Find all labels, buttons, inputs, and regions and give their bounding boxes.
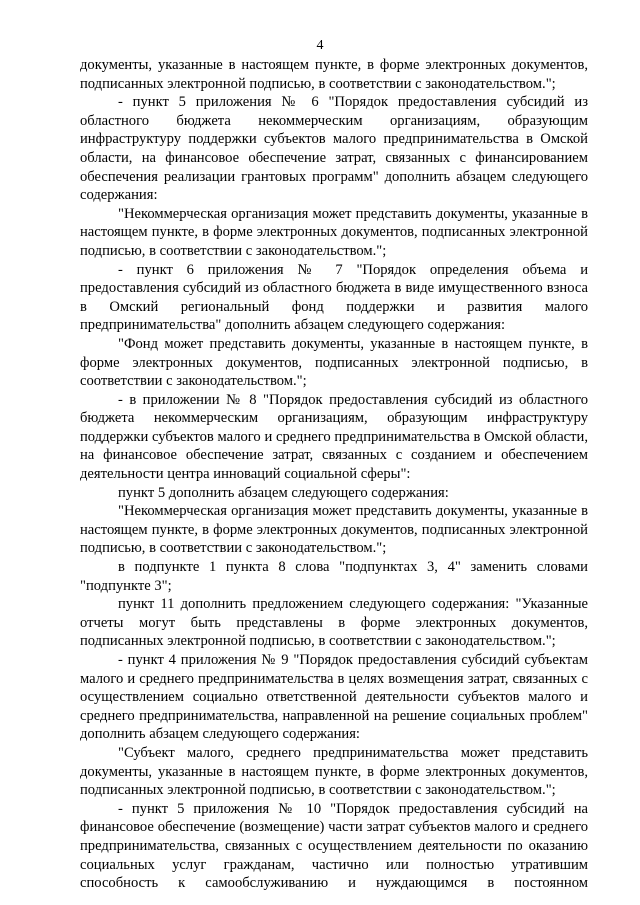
paragraph-amendment-appendix-7: - пункт 6 приложения № 7 "Порядок определения объема и предоставления субсидий из областного бюджета в виде имущественного взноса в Омский региональный фонд поддержки и развития малого предпринимательства" дополнить абзацем следующего содержания: xyxy=(80,261,588,334)
paragraph-continuation-line-1: документы, указанные в настоящем пункте, в форме электронных документов, xyxy=(80,57,588,73)
page-number: 4 xyxy=(316,38,324,53)
paragraph-point-5-addition: пункт 5 дополнить абзацем следующего содержания: xyxy=(118,484,449,501)
paragraph-amendment-appendix-6: - пункт 5 приложения № 6 "Порядок предоставления субсидий из областного бюджета некоммерческим организациям, образующим инфраструктуру поддержки субъектов малого предпринимательства в Омской области, на финансовое обеспечение затрат, связанных с финансированием обеспечения реализации грантовых программ" дополнить абзацем следующего содержания: xyxy=(80,94,588,204)
paragraph-amendment-appendix-10: - пункт 5 приложения № 10 "Порядок предоставления субсидий на финансовое обеспечение (возмещение) части затрат субъектов малого и среднего предпринимательства, связанных с осуществлением деятельности по оказанию социальных услуг гражданам, частично или полностью утратившим способность к самообслуживанию и нуждающимся в постоянном xyxy=(80,800,588,892)
paragraph-subpoint-replacement: в подпункте 1 пункта 8 слова "подпунктах 3, 4" заменить словами "подпункте 3"; xyxy=(80,559,588,594)
paragraph-continuation-line-2: подписанных электронной подписью, в соответствии с законодательством."; xyxy=(80,75,556,92)
paragraph-amendment-appendix-9: - пункт 4 приложения № 9 "Порядок предоставления субсидий субъектам малого и среднего предпринимательства в целях возмещения затрат, связанных с осуществлением социально ответственной деятельности субъектов малого и среднего предпринимательства, направленной на решение социальных проблем" дополнить абзацем следующего содержания: xyxy=(80,652,588,743)
paragraph-point-11-addition: пункт 11 дополнить предложением следующего содержания: "Указанные отчеты могут быть представлены в форме электронных документов, подписанных электронной подписью, в соответствии с законодательством."; xyxy=(80,596,588,650)
paragraph-quote-nonprofit-2: "Некоммерческая организация может представить документы, указанные в настоящем пункте, в форме электронных документов, подписанных электронной подписью, в соответствии с законодательством."; xyxy=(80,503,588,557)
document-body xyxy=(80,56,588,893)
paragraph-quote-fund: "Фонд может представить документы, указанные в настоящем пункте, в форме электронных документов, подписанных электронной подписью, в соответствии с законодательством."; xyxy=(80,335,588,390)
paragraph-quote-nonprofit-1: "Некоммерческая организация может представить документы, указанные в настоящем пункте, в форме электронных документов, подписанных электронной подписью, в соответствии с законодательством."; xyxy=(80,205,588,259)
paragraph-amendment-appendix-8: - в приложении № 8 "Порядок предоставления субсидий из областного бюджета некоммерческим организациям, образующим инфраструктуру поддержки субъектов малого и среднего предпринимательства в Омской области, на финансовое обеспечение затрат, связанных с созданием и обеспечением деятельности центра инноваций социальной сферы": xyxy=(80,391,588,483)
paragraph-quote-entrepreneur: "Субъект малого, среднего предпринимательства может представить документы, указанные в настоящем пункте, в форме электронных документов, подписанных электронной подписью, в соответствии с законодательством."; xyxy=(80,744,588,799)
